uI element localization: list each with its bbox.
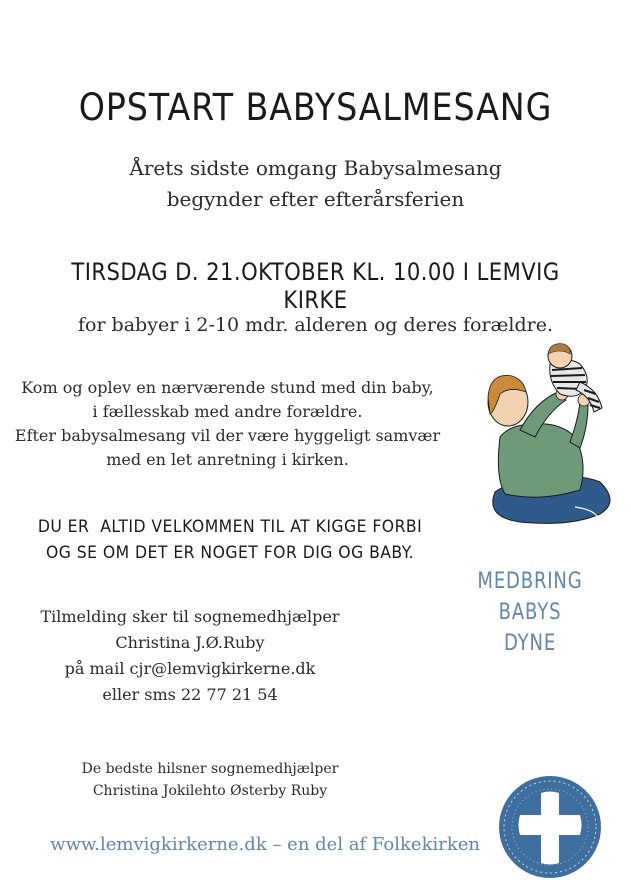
- description-line-2: i fællesskab med andre forældre.: [92, 402, 363, 421]
- bring-line-3: DYNE: [503, 631, 557, 656]
- church-cross-logo: [498, 775, 602, 879]
- signup-line-2: Christina J.Ø.Ruby: [115, 633, 265, 652]
- description-line-3: Efter babysalmesang vil der være hyggeligt samvær: [14, 426, 441, 445]
- description-line-1: Kom og oplev en nærværende stund med din baby,: [21, 378, 434, 397]
- description-text: [10, 376, 445, 472]
- intro-line-1: Årets sidste omgang Babysalmesang: [129, 156, 502, 180]
- regards-line-2: Christina Jokilehto Østerby Ruby: [92, 783, 328, 799]
- intro-line-2: begynder efter efterårsferien: [166, 187, 465, 211]
- signup-email[interactable]: på mail cjr@lemvigkirkerne.dk: [64, 659, 316, 678]
- bring-line-1: MEDBRING: [477, 569, 583, 594]
- signup-line-1: Tilmelding sker til sognemedhjælper: [40, 607, 340, 626]
- regards-signature: [40, 758, 380, 802]
- footer-link[interactable]: www.lemvigkirkerne.dk – en del af Folkekirken: [50, 834, 480, 855]
- regards-line-1: De bedste hilsner sognemedhjælper: [81, 761, 339, 777]
- bring-line-2: BABYS: [498, 600, 562, 625]
- parent-lifting-baby-illustration: [480, 342, 625, 527]
- welcome-line-2: OG SE OM DET ER NOGET FOR DIG OG BABY.: [45, 543, 415, 563]
- bring-blanket-note: [477, 566, 584, 659]
- page-title: OPSTART BABYSALMESANG: [78, 86, 553, 129]
- intro-text: [0, 153, 631, 215]
- audience-text: for babyer i 2-10 mdr. alderen og deres forældre.: [77, 314, 554, 336]
- welcome-text: [28, 514, 433, 566]
- description-line-4: med en let anretning i kirken.: [106, 450, 349, 469]
- event-details: TIRSDAG D. 21.OKTOBER KL. 10.00 I LEMVIG KIRKE: [71, 258, 560, 314]
- signup-sms: eller sms 22 77 21 54: [102, 685, 278, 704]
- welcome-line-1: DU ER ALTID VELKOMMEN TIL AT KIGGE FORBI: [37, 517, 423, 537]
- signup-info: [20, 604, 360, 708]
